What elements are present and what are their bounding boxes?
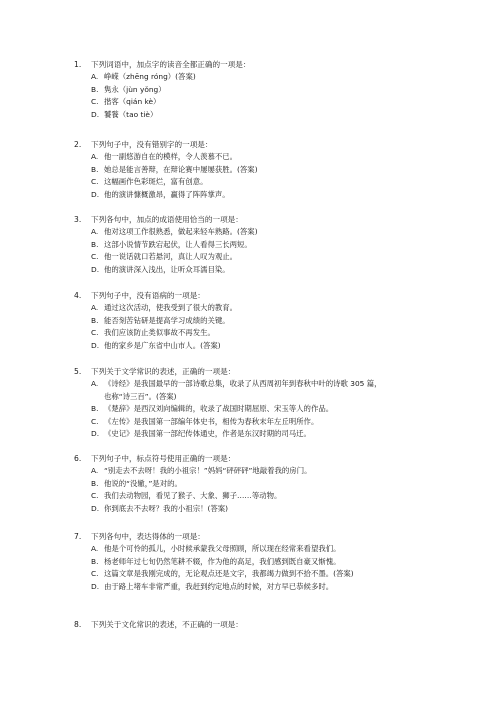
question-stem: 下列句子中，没有语病的一项是： [91,291,205,300]
option-d: D. 饕餮（tao tiè） [91,109,158,119]
option-c: C. 《左传》是我国第一部编年体史书，相传为春秋末年左丘明所作。 [91,416,319,426]
question-stem: 下列各句中，表达得体的一项是： [91,532,205,541]
question-4 [74,290,474,352]
question-8 [74,619,474,631]
option-b: B. 他说的“没辙，”是对的。 [91,478,182,488]
option-a: A. 他一副悠游自在的模样，令人羡慕不已。 [91,152,238,161]
option-d: D. 由于路上堵车非常严重，我赶到约定地点的时候，对方早已恭候多时。 [91,581,334,591]
option-d: D. 你到底去不去呀？我的小祖宗！(答案) [91,503,229,513]
question-number: 2. [74,140,82,149]
question-number: 1. [74,60,82,69]
option-c: C. 这幅画作色彩斑烂，富有创意。 [91,177,208,187]
question-stem: 下列句子中，没有错别字的一项是： [91,140,213,149]
option-b: B. 她总是能言善辩，在辩论赛中屡屡获胜。(答案) [91,164,258,174]
question-2 [74,139,474,201]
question-stem: 下列关于文学常识的表述，正确的一项是： [91,367,236,376]
question-number: 8. [74,620,82,629]
option-c: C. 揩客（qián kè） [91,97,161,107]
question-stem: 下列词语中，加点字的读音全都正确的一项是： [91,60,251,69]
option-a: A. “别走去不去呀！我的小祖宗！”妈妈“砰砰砰”地敲着我的房门。 [91,466,312,475]
question-number: 5. [74,367,82,376]
option-d: D. 他的家乡是广东省中山市人。(答案) [91,340,221,350]
option-c: C. 他一说话就口若悬河，真让人叹为观止。 [91,252,238,262]
option-a: A. 他对这项工作很熟悉，做起来轻车熟路。(答案) [91,227,258,236]
option-d: D. 他的演讲慷概激昂，赢得了阵阵掌声。 [91,189,230,199]
option-d: D. 《史记》是我国第一部纪传体通史，作者是东汉时期的司马迁。 [91,429,311,439]
option-a-continued: 也称“诗三百”。(答案) [104,391,177,401]
question-stem: 下列句子中，标点符号使用正确的一项是： [91,454,236,463]
question-stem: 下列关于文化常识的表述，不正确的一项是： [91,620,243,629]
question-3 [74,214,474,276]
option-c: C. 我们去动物园，看见了猴子、大象、狮子……等动物。 [91,491,282,501]
question-6 [74,453,474,515]
option-c: C. 我们应该防止类似事故不再发生。 [91,328,215,338]
question-number: 4. [74,291,82,300]
option-b: B. 杨老师年过七旬仍然笔耕不辍，作为他的高足，我们感到既自豪又惭愧。 [91,556,341,566]
question-7 [74,531,474,593]
question-1 [74,59,474,121]
question-number: 7. [74,532,82,541]
question-number: 6. [74,454,82,463]
question-stem: 下列各句中，加点的成语使用恰当的一项是： [91,215,243,224]
option-a: A. 他是个可怜的孤儿，小时候承蒙我父母照顾，所以现在经常来看望我们。 [91,544,341,553]
option-b: B. 这部小说情节跌宕起伏，让人看得三长两短。 [91,239,252,249]
option-b: B. 能否刻苦钻研是提高学习成绩的关键。 [91,315,230,325]
option-b: B. 《楚辞》是西汉刘向编辑的，收录了战国时期屈原、宋玉等人的作品。 [91,404,334,414]
question-5 [74,366,474,441]
option-c: C. 这篇文章是我刚完成的，无论观点还是文字，我都竭力做到不拾不墨。(答案) [91,569,354,579]
option-a: A. 峥嵘（zhēng róng）(答案) [91,72,196,81]
option-b: B. 隽永（jùn yǒng） [91,84,166,94]
option-a: A. 《诗经》是我国最早的一部诗歌总集，收录了从西周初年到春秋中叶的诗歌 305 篇， [91,379,382,388]
question-number: 3. [74,215,82,224]
option-d: D. 他的演讲深入浅出，让听众耳濡目染。 [91,264,230,274]
option-a: A. 通过这次活动，使我受到了很大的教育。 [91,303,238,312]
